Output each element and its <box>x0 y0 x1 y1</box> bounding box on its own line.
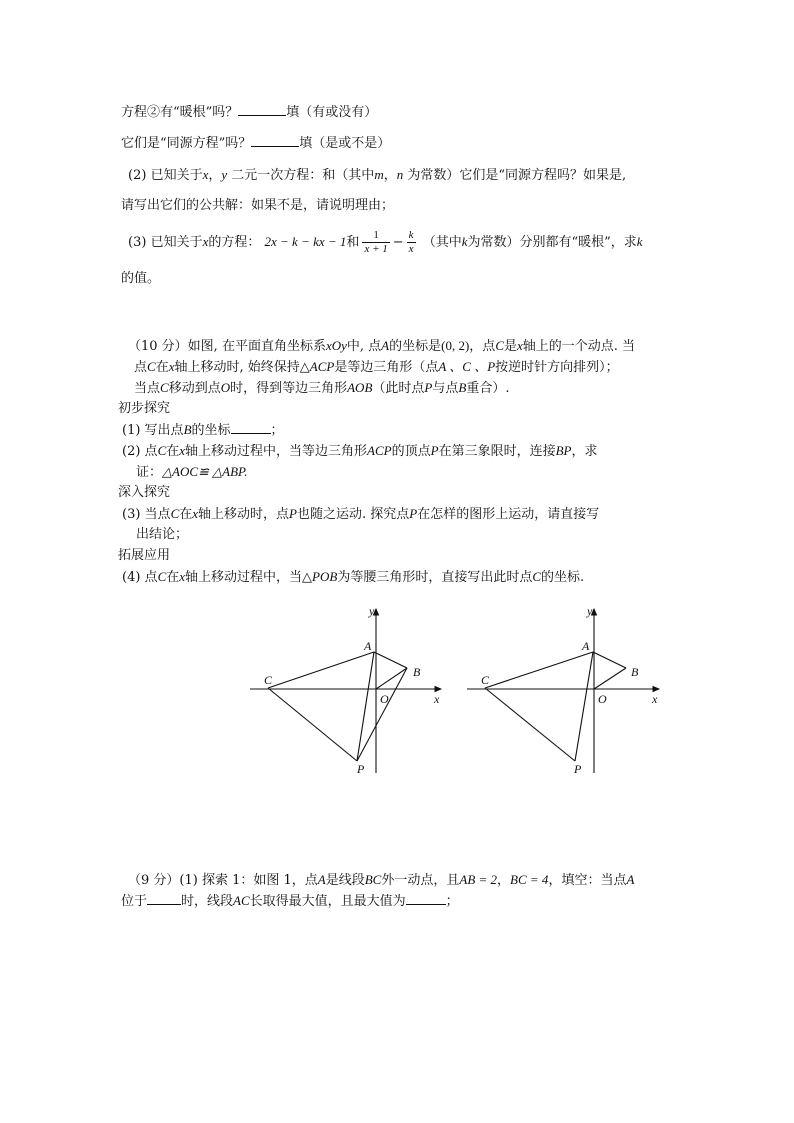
text: 的值。 <box>121 271 161 286</box>
text: (2) 点 <box>122 444 158 459</box>
var: C <box>147 359 156 374</box>
text: 方程②有“暖根”吗？ <box>121 105 239 120</box>
var: P <box>409 506 418 521</box>
var: P <box>424 380 433 395</box>
text: （9 分）(1) 探索 1：如图 1，点 <box>128 873 318 888</box>
text: ， <box>208 168 222 183</box>
var: C <box>495 338 504 353</box>
text: 出结论； <box>136 527 189 542</box>
var: x <box>202 167 209 182</box>
var: POB <box>312 569 338 584</box>
text: ， <box>497 873 511 888</box>
figure-2 <box>467 604 659 776</box>
text: 和 <box>346 235 360 250</box>
congruence-expr: △AOC≌ △ABP. <box>162 464 248 479</box>
var: C <box>157 443 167 458</box>
answer-blank[interactable] <box>406 892 446 905</box>
var: k <box>636 234 643 249</box>
var: x <box>517 338 523 353</box>
text: 轴上移动过程中，当等边三角形 <box>185 444 368 459</box>
text: 移动到点 <box>168 381 221 396</box>
text: ，点 <box>469 339 496 354</box>
text: 的顶点 <box>391 444 431 459</box>
text: 在 <box>155 360 169 375</box>
text: 为常数）它们是“同源方程吗？如果是, <box>407 168 627 183</box>
var: B <box>183 422 192 437</box>
var: C <box>160 380 169 395</box>
text: 时，得到等边三角形 <box>230 381 348 396</box>
var: m <box>374 167 384 182</box>
text: 时，线段 <box>181 894 234 909</box>
text: 是 <box>503 339 517 354</box>
label-C: C <box>481 673 490 687</box>
figure-1 <box>250 604 441 776</box>
var: k <box>461 234 468 249</box>
text: ； <box>270 423 284 438</box>
label-O: O <box>380 692 389 706</box>
label-A: A <box>364 639 372 653</box>
segment-AP <box>575 652 593 761</box>
var: x <box>179 443 186 458</box>
text: 在 <box>166 570 180 585</box>
text: ，填空：当点 <box>548 873 627 888</box>
text: 轴上移动时，点 <box>198 507 290 522</box>
operator: − <box>392 235 404 250</box>
var: AC <box>233 893 250 908</box>
var: ACP <box>309 359 335 374</box>
segment-CP <box>485 688 575 761</box>
segment-CA <box>485 652 593 688</box>
label-y: y <box>587 604 593 618</box>
var: C <box>170 506 180 521</box>
text: 深入探究 <box>118 485 171 500</box>
next-q-line2 <box>121 892 459 911</box>
var: P <box>430 443 439 458</box>
label-P: P <box>357 762 365 776</box>
text: 当点 <box>134 381 161 396</box>
segment-BO <box>376 668 407 689</box>
text: 位于 <box>121 894 148 909</box>
text: 在 <box>166 444 180 459</box>
label-O: O <box>598 692 607 706</box>
text: (4) 点 <box>122 570 158 585</box>
denominator: x <box>408 243 414 255</box>
segment-CP <box>268 688 357 761</box>
label-B: B <box>413 665 421 679</box>
text: 外一动点，且 <box>381 873 460 888</box>
text: ； <box>445 894 459 909</box>
text: 重合）. <box>466 381 510 396</box>
var: A <box>626 872 635 887</box>
var: x <box>192 506 199 521</box>
text: （10 分）如图, 在平面直角坐标系 <box>128 339 326 354</box>
text: 拓展应用 <box>118 548 171 563</box>
text: 的坐标. <box>541 570 585 585</box>
denominator: x + 1 <box>364 243 388 255</box>
text: （此时点 <box>372 381 425 396</box>
text: 二元一次方程：和（其中 <box>231 168 375 183</box>
text: 的方程： <box>208 235 261 250</box>
label-y: y <box>369 604 375 618</box>
var: n <box>396 167 404 182</box>
part-label: (3) <box>128 235 147 250</box>
var: BC = 4 <box>510 872 549 887</box>
text: 请写出它们的公共解：如果不是，请说明理由； <box>121 198 395 213</box>
text: 是等边三角形（点 <box>334 360 439 375</box>
text: 为常数）分别都有“暖根”，求 <box>467 235 637 250</box>
text: 的坐标 <box>191 423 231 438</box>
segment-AB <box>593 652 626 668</box>
text: (3) 当点 <box>122 507 171 522</box>
part-label: (2) <box>128 168 147 183</box>
text: 也随之运动. 探究点 <box>297 507 410 522</box>
var: BC <box>364 872 382 887</box>
var: C <box>157 569 167 584</box>
text: 的坐标是 <box>389 339 442 354</box>
text: 填（是或不是） <box>299 136 391 151</box>
equation-1: 2x − k − kx − 1 <box>264 234 347 249</box>
text: 在怎样的图形上运动，请直接写 <box>417 507 600 522</box>
text: 轴上移动过程中，当△ <box>185 570 313 585</box>
text: 为等腰三角形时，直接写出此时点 <box>337 570 533 585</box>
label-x: x <box>652 692 658 706</box>
text: 是线段 <box>325 873 365 888</box>
text: 填（有或没有） <box>286 105 378 120</box>
text: 在第三象限时，连接 <box>438 444 556 459</box>
var: x <box>179 569 186 584</box>
var: A <box>317 872 326 887</box>
numerator: 1 <box>362 229 389 243</box>
text: 已知关于 <box>150 235 203 250</box>
var: BP <box>555 443 572 458</box>
text: 在 <box>179 507 193 522</box>
text: 轴上的一个动点. 当 <box>522 339 636 354</box>
var: x <box>168 359 175 374</box>
text: 按逆时针方向排列）； <box>495 360 619 375</box>
label-B: B <box>631 665 639 679</box>
text: 初步探究 <box>118 401 171 416</box>
segment-BO <box>594 668 626 689</box>
label-C: C <box>264 673 273 687</box>
var: x <box>202 234 209 249</box>
answer-blank[interactable] <box>147 892 181 905</box>
var: O <box>220 380 231 395</box>
numerator: k <box>408 229 414 241</box>
text: ，求 <box>571 444 598 459</box>
segment-CA <box>268 652 374 688</box>
var: y <box>221 167 228 182</box>
next-q-line1 <box>128 871 634 890</box>
segment-AB <box>374 652 407 668</box>
text: (1) 写出点 <box>122 423 184 438</box>
var: C <box>532 569 541 584</box>
var: P <box>289 506 297 521</box>
label-x: x <box>434 692 440 706</box>
var: ACP <box>367 443 392 458</box>
label-P: P <box>574 762 582 776</box>
var: A 、C 、P <box>438 359 496 374</box>
var: AB = 2 <box>459 872 498 887</box>
label-A: A <box>582 639 590 653</box>
text: 已知关于 <box>150 168 203 183</box>
text: 轴上移动时, 始终保持△ <box>174 360 310 375</box>
text: 它们是“同源方程”吗？ <box>121 136 252 151</box>
var: xOy <box>325 338 347 353</box>
var: A <box>381 338 390 353</box>
text: 点 <box>134 360 148 375</box>
var: AOB <box>347 380 373 395</box>
text: 长取得最大值，且最大值为 <box>249 894 406 909</box>
text: ， <box>383 168 397 183</box>
text: 与点 <box>432 381 459 396</box>
text: 证： <box>136 465 163 480</box>
text: 中, 点 <box>346 339 382 354</box>
var: B <box>458 380 467 395</box>
coordinate: (0, 2) <box>441 338 470 353</box>
text: （其中 <box>422 235 462 250</box>
